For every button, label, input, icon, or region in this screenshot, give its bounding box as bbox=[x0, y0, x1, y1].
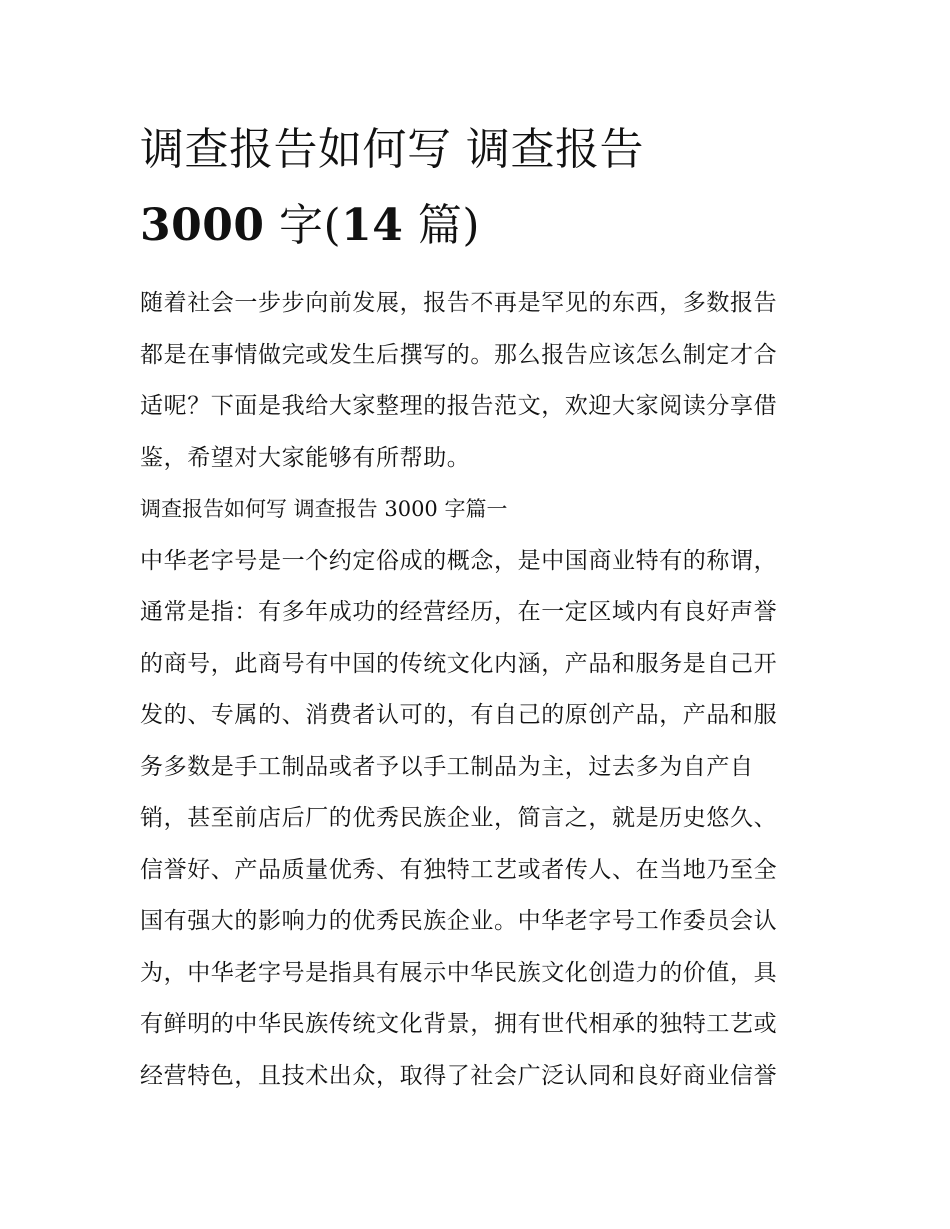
intro-line: 鉴，希望对大家能够有所帮助。 bbox=[140, 444, 471, 471]
body-line: 销，甚至前店后厂的优秀民族企业，简言之，就是历史悠久、 bbox=[140, 805, 778, 831]
title-mid: 字( bbox=[264, 200, 342, 251]
title-count: 14 bbox=[341, 200, 404, 251]
document-content bbox=[140, 112, 815, 1102]
body-line: 通常是指：有多年成功的经营经历，在一定区域内有良好声誉 bbox=[140, 599, 778, 625]
document-title bbox=[140, 112, 815, 264]
intro-line: 随着社会一步步向前发展，报告不再是罕见的东西，多数报告 bbox=[140, 290, 778, 316]
body-line: 的商号，此商号有中国的传统文化内涵，产品和服务是自己开 bbox=[140, 650, 778, 677]
intro-line: 适呢？下面是我给大家整理的报告范文，欢迎大家阅读分享借 bbox=[140, 393, 778, 419]
body-line: 经营特色，且技术出众，取得了社会广泛认同和良好商业信誉 bbox=[140, 1062, 778, 1089]
body-line: 为，中华老字号是指具有展示中华民族文化创造力的价值，具 bbox=[140, 959, 778, 986]
body-line: 中华老字号是一个约定俗成的概念，是中国商业特有的称谓， bbox=[140, 547, 778, 574]
intro-line: 都是在事情做完或发生后撰写的。那么报告应该怎么制定才合 bbox=[140, 341, 778, 368]
body-paragraph bbox=[140, 536, 815, 1103]
intro-paragraph bbox=[140, 278, 815, 484]
body-line: 务多数是手工制品或者予以手工制品为主，过去多为自产自 bbox=[140, 753, 754, 780]
title-end: 篇) bbox=[403, 200, 481, 251]
section-heading: 调查报告如何写 调查报告 3000 字篇一 bbox=[140, 497, 508, 521]
body-line: 国有强大的影响力的优秀民族企业。中华老字号工作委员会认 bbox=[140, 908, 778, 934]
body-line: 信誉好、产品质量优秀、有独特工艺或者传人、在当地乃至全 bbox=[140, 856, 778, 883]
body-line: 发的、专属的、消费者认可的，有自己的原创产品，产品和服 bbox=[140, 702, 778, 728]
title-line-1: 调查报告如何写 调查报告 bbox=[140, 124, 644, 175]
title-number: 3000 bbox=[140, 200, 265, 251]
body-line: 有鲜明的中华民族传统文化背景，拥有世代相承的独特工艺或 bbox=[140, 1011, 778, 1037]
